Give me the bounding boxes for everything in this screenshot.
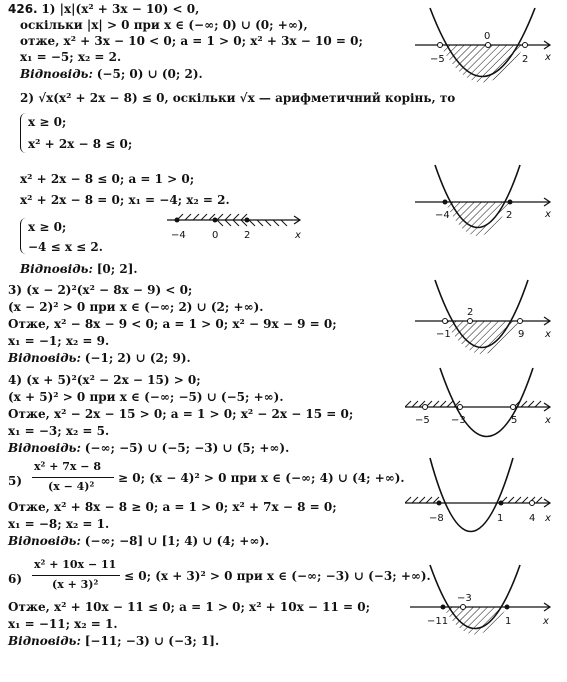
answer-value: [0; 2]. bbox=[96, 262, 138, 276]
p6-line3: x₁ = −11; x₂ = 1. bbox=[8, 617, 118, 631]
tick-label: −8 bbox=[429, 513, 444, 524]
p5-prefix: 5) bbox=[8, 474, 23, 488]
tick-label: −5 bbox=[415, 415, 430, 426]
p2-parabola-graph bbox=[410, 160, 560, 240]
tick-label: −3 bbox=[451, 415, 466, 426]
p2-answer bbox=[20, 262, 138, 276]
p4-parabola-graph bbox=[405, 365, 560, 445]
p6-numerator: x² + 10x − 11 bbox=[34, 558, 117, 571]
tick-label: −11 bbox=[427, 616, 449, 627]
tick-label: −1 bbox=[436, 329, 451, 340]
p1-answer bbox=[20, 67, 203, 81]
tick-label: −5 bbox=[430, 54, 445, 65]
p2-sys1a: x ≥ 0; bbox=[28, 115, 67, 129]
p6-line2: Отже, x² + 10x − 11 ≤ 0; a = 1 > 0; x² + 10x − 11 = 0; bbox=[8, 600, 371, 614]
p3-line1: 3) (x − 2)²(x² − 8x − 9) < 0; bbox=[8, 283, 193, 297]
p4-answer bbox=[8, 441, 289, 455]
axis-label: x bbox=[543, 616, 549, 627]
p5-answer bbox=[8, 534, 269, 548]
p2-sys2a: x ≥ 0; bbox=[28, 220, 67, 234]
system-brace bbox=[20, 113, 27, 153]
axis-label: x bbox=[545, 52, 551, 63]
tick-label: −4 bbox=[435, 210, 450, 221]
tick-label: 4 bbox=[529, 513, 536, 524]
answer-value: (−5; 0) ∪ (0; 2). bbox=[96, 67, 203, 81]
p4-line4: x₁ = −3; x₂ = 5. bbox=[8, 424, 110, 438]
p3-line3: Отже, x² − 8x − 9 < 0; a = 1 > 0; x² − 9x − 9 = 0; bbox=[8, 317, 337, 331]
p4-line3: Отже, x² − 2x − 15 > 0; a = 1 > 0; x² − 2x − 15 = 0; bbox=[8, 407, 354, 421]
p5-numerator: x² + 7x − 8 bbox=[34, 460, 101, 473]
p2-line1: 2) √x(x² + 2x − 8) ≤ 0, оскільки √x — арифметичний корінь, то bbox=[20, 91, 456, 105]
axis-label: x bbox=[545, 415, 551, 426]
p1-parabola-graph bbox=[410, 0, 560, 90]
p2-sys1b: x² + 2x − 8 ≤ 0; bbox=[28, 137, 133, 151]
p2-sys2b: −4 ≤ x ≤ 2. bbox=[28, 240, 103, 254]
part1-line1 bbox=[8, 2, 199, 16]
p4-line2: (x + 5)² > 0 при x ∈ (−∞; −5) ∪ (−5; +∞). bbox=[8, 390, 284, 404]
p2-line3: x² + 2x − 8 = 0; x₁ = −4; x₂ = 2. bbox=[20, 193, 230, 207]
p5-line3: x₁ = −8; x₂ = 1. bbox=[8, 517, 110, 531]
p5-line2: Отже, x² + 8x − 8 ≥ 0; a = 1 > 0; x² + 7x − 8 = 0; bbox=[8, 500, 337, 514]
tick-label: 2 bbox=[467, 307, 474, 318]
answer-value: (−∞; −8] ∪ [1; 4) ∪ (4; +∞). bbox=[84, 534, 270, 548]
tick-label: 5 bbox=[511, 415, 518, 426]
tick-label: −4 bbox=[171, 230, 186, 241]
answer-label: Відповідь: bbox=[8, 351, 81, 365]
answer-label: Відповідь: bbox=[20, 262, 93, 276]
p4-line1: 4) (x + 5)²(x² − 2x − 15) > 0; bbox=[8, 373, 201, 387]
answer-value: [−11; −3) ∪ (−3; 1]. bbox=[84, 634, 220, 648]
answer-label: Відповідь: bbox=[8, 534, 81, 548]
p2-line2: x² + 2x − 8 ≤ 0; a = 1 > 0; bbox=[20, 172, 195, 186]
p3-line4: x₁ = −1; x₂ = 9. bbox=[8, 334, 110, 348]
answer-value: (−1; 2) ∪ (2; 9). bbox=[84, 351, 191, 365]
axis-label: x bbox=[295, 230, 301, 241]
tick-label: 1 bbox=[505, 616, 512, 627]
answer-label: Відповідь: bbox=[8, 634, 81, 648]
answer-value: (−∞; −5) ∪ (−5; −3) ∪ (5; +∞). bbox=[84, 441, 290, 455]
p3-line2: (x − 2)² > 0 при x ∈ (−∞; 2) ∪ (2; +∞). bbox=[8, 300, 264, 314]
fraction-bar bbox=[32, 575, 120, 576]
p2-number-line bbox=[165, 208, 315, 244]
fraction-bar bbox=[32, 477, 114, 478]
p3-answer bbox=[8, 351, 191, 365]
tick-label: 0 bbox=[212, 230, 219, 241]
tick-label: 0 bbox=[484, 31, 491, 42]
tick-label: −3 bbox=[457, 593, 472, 604]
p5-denominator: (x − 4)² bbox=[48, 480, 95, 493]
p3-parabola-graph bbox=[410, 275, 560, 355]
axis-label: x bbox=[545, 513, 551, 524]
answer-label: Відповідь: bbox=[8, 441, 81, 455]
axis-label: x bbox=[545, 209, 551, 220]
system-brace bbox=[20, 218, 27, 254]
p5-rest: ≥ 0; (x − 4)² > 0 при x ∈ (−∞; 4) ∪ (4; +∞). bbox=[118, 471, 405, 485]
answer-label: Відповідь: bbox=[20, 67, 93, 81]
problem-number: 426. bbox=[8, 2, 38, 16]
p6-prefix: 6) bbox=[8, 572, 23, 586]
tick-label: 2 bbox=[506, 210, 513, 221]
p1-line4: x₁ = −5; x₂ = 2. bbox=[20, 50, 122, 64]
p6-rest: ≤ 0; (x + 3)² > 0 при x ∈ (−∞; −3) ∪ (−3; +∞). bbox=[124, 569, 431, 583]
tick-label: 1 bbox=[497, 513, 504, 524]
p1-line3: отже, x² + 3x − 10 < 0; a = 1 > 0; x² + 3x − 10 = 0; bbox=[20, 34, 363, 48]
tick-label: 2 bbox=[244, 230, 251, 241]
tick-label: 2 bbox=[522, 54, 529, 65]
p6-answer bbox=[8, 634, 219, 648]
p6-parabola-graph bbox=[405, 562, 560, 642]
tick-label: 9 bbox=[518, 329, 525, 340]
axis-label: x bbox=[545, 329, 551, 340]
p1-line2: оскільки |x| > 0 при x ∈ (−∞; 0) ∪ (0; +∞), bbox=[20, 18, 308, 32]
p5-parabola-graph bbox=[405, 455, 560, 535]
p1-inequality: 1) |x|(x² + 3x − 10) < 0, bbox=[41, 2, 200, 16]
p6-denominator: (x + 3)² bbox=[52, 578, 99, 591]
